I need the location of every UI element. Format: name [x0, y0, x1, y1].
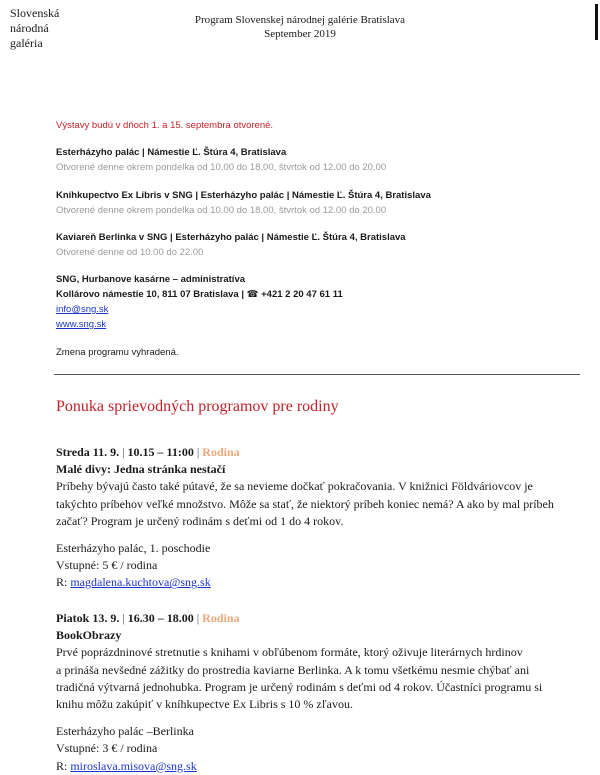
section-divider — [54, 374, 580, 375]
event-description-line: a prináša nevšedné zážitky do prostredia kaviarne Berlinka. A k tomu všetkému nesmie chýbať ani — [56, 662, 530, 677]
event-date: Streda 11. 9. — [56, 445, 120, 459]
event-time: 16.30 – 18.00 — [127, 611, 194, 625]
venue-block-2 — [56, 188, 431, 218]
event-contact — [56, 574, 566, 591]
contact-prefix: R: — [56, 575, 68, 590]
event-place: Esterházyho palác –Berlinka — [56, 724, 194, 739]
admin-name: SNG, Hurbanove kasárne – administratíva — [56, 274, 246, 285]
section-title: Ponuka sprievodných programov pre rodiny — [56, 398, 339, 415]
event-description-line: Prvé poprázdninové stretnutie s knihami v obľúbenom formáte, ktorý oživuje literárnych hrdinov — [56, 645, 523, 660]
venue-hours: Otvorené denne od 10.00 do 22.00 — [56, 247, 204, 258]
admin-email-link[interactable]: info@sng.sk — [56, 304, 109, 315]
event-description: Príbehy bývajú často také pútavé, že sa nevieme dočkať pokračovania. V knižnici Földváriovcov je takýchto príbehov veľké množstvo. Môže sa stať, že niektorý príbeh koniec nemá? A ako by mal príbeh začať? Program je určený rodinám s deťmi od 1 do 4 rokov. — [56, 479, 554, 528]
venue-name: Esterházyho palác | Námestie Ľ. Štúra 4, Bratislava — [56, 147, 287, 158]
event-price: Vstupné: 3 € / rodina — [56, 741, 158, 756]
contact-prefix: R: — [56, 758, 68, 773]
event-header — [56, 610, 566, 627]
contact-email-link[interactable]: magdalena.kuchtova@sng.sk — [70, 575, 211, 590]
contact-email-link[interactable]: miroslava.misova@sng.sk — [70, 758, 197, 773]
separator: | — [196, 611, 200, 625]
event-category: Rodina — [202, 445, 240, 459]
venue-block-1 — [56, 145, 386, 175]
separator: | — [196, 445, 200, 459]
logo-line-2: národná — [10, 21, 49, 35]
event-place: Esterházyho palác, 1. poschodie — [56, 541, 211, 556]
change-note: Zmena programu vyhradená. — [56, 347, 179, 358]
admin-web-link[interactable]: www.sng.sk — [56, 319, 107, 330]
logo-line-3: galéria — [10, 36, 43, 50]
admin-block — [56, 272, 343, 332]
venue-name: Kníhkupectvo Ex Libris v SNG | Esterházyho palác | Námestie Ľ. Štúra 4, Bratislava — [56, 190, 431, 201]
logo — [10, 6, 59, 51]
logo-line-1: Slovenská — [10, 6, 60, 20]
event-block-2 — [56, 610, 566, 775]
header-title: Program Slovenskej národnej galérie Bratislava — [194, 14, 406, 26]
venue-hours: Otvorené denne okrem pondelka od 10.00 do 18.00, štvrtok od 12.00 do 20.00 — [56, 162, 387, 173]
event-date: Piatok 13. 9. — [56, 611, 120, 625]
page-header — [150, 13, 450, 41]
event-description-line: knihu môžu zakúpiť v kníhkupectve Ex Libris s 10 % zľavou. — [56, 697, 353, 712]
separator: | — [122, 445, 125, 459]
event-contact — [56, 758, 566, 775]
corner-mark — [595, 4, 598, 40]
admin-address: Kollárovo námestie 10, 811 07 Bratislava | ☎ +421 2 20 47 61 11 — [56, 289, 343, 300]
separator: | — [122, 611, 125, 625]
event-header — [56, 444, 566, 461]
venue-hours: Otvorené denne okrem pondelka od 10.00 do 18.00, štvrtok od 12.00 do 20.00 — [56, 205, 387, 216]
event-price: Vstupné: 5 € / rodina — [56, 558, 158, 573]
event-description-line: tradičná výtvarná jednohubka. Program je určený rodinám s deťmi od 4 rokov. Účastníci programu si — [56, 679, 543, 694]
event-block-1 — [56, 444, 566, 592]
header-month: September 2019 — [264, 28, 336, 40]
event-time: 10.15 – 11:00 — [127, 445, 194, 459]
venue-name: Kaviareň Berlinka v SNG | Esterházyho palác | Námestie Ľ. Štúra 4, Bratislava — [56, 232, 406, 243]
event-title: Malé divy: Jedna stránka nestačí — [56, 462, 226, 477]
event-category: Rodina — [202, 611, 240, 625]
event-title: BookObrazy — [56, 628, 122, 643]
venue-block-3 — [56, 230, 406, 260]
opening-notice: Výstavy budú v dňoch 1. a 15. septembra otvorené. — [56, 120, 274, 131]
